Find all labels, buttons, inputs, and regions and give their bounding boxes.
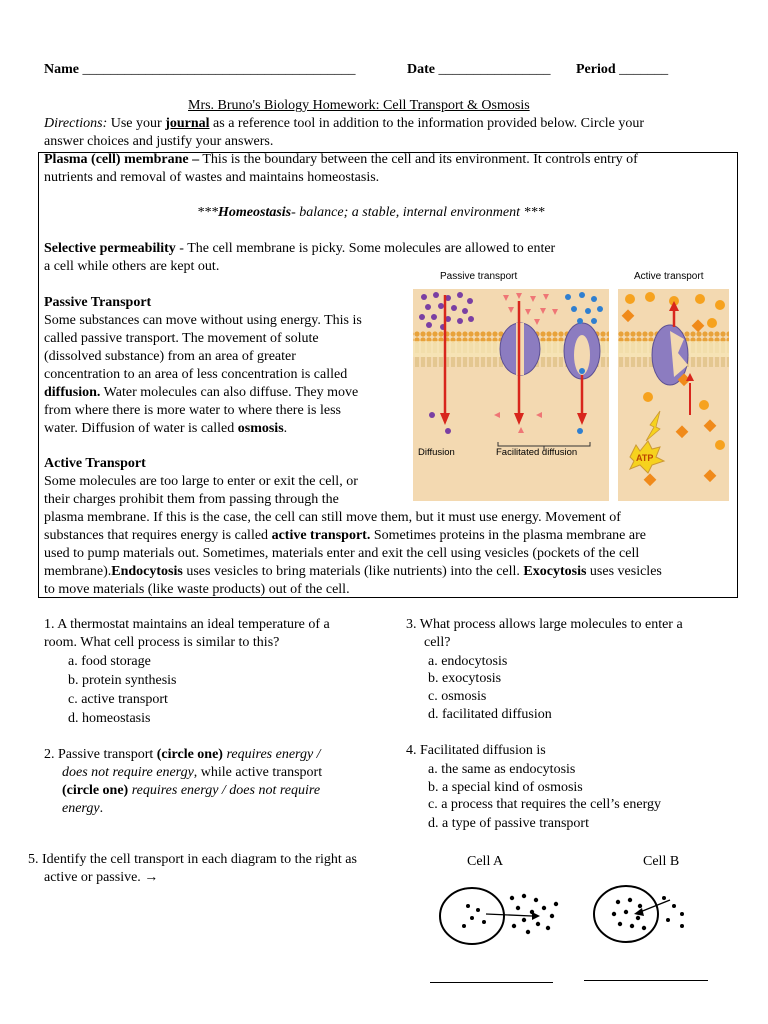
name-blank[interactable]: _______________________________________	[82, 62, 356, 77]
passive-line: Some substances can move without using energy. This is	[44, 313, 362, 328]
selective-line2: a cell while others are kept out.	[44, 259, 220, 274]
q2-line3: (circle one) requires energy / does not require	[62, 783, 321, 798]
q2-line2: does not require energy, while active transport	[62, 765, 323, 780]
passive-line6: from where there is more water to where there is less	[44, 403, 341, 418]
q1-option-d[interactable]: d. homeostasis	[68, 711, 151, 726]
passive-line7: water. Diffusion of water is called osmosis.	[44, 421, 288, 436]
q2-line1: 2. Passive transport (circle one) requires energy /	[44, 747, 321, 762]
passive-line: (dissolved substance) from an area of greater	[44, 349, 296, 364]
q4-option-d[interactable]: d. a type of passive transport	[428, 816, 589, 831]
passive-line5: diffusion. Water molecules can also diffuse. They move	[44, 385, 359, 400]
cell-a-diagram	[432, 880, 572, 952]
passive-line: called passive transport. The movement of solute	[44, 331, 319, 346]
cell-b-label: Cell B	[643, 854, 680, 869]
cell-b-answer-blank[interactable]	[584, 980, 708, 981]
q5-line2: active or passive. →	[44, 870, 159, 885]
active-heading: Active Transport	[44, 456, 146, 471]
active-line5: used to pump materials out. Sometimes, materials enter and exit the cell using vesicles (pockets of the cell	[44, 546, 640, 561]
q3-option-b[interactable]: b. exocytosis	[428, 671, 502, 686]
q5-line1: 5. Identify the cell transport in each diagram to the right as	[28, 852, 357, 867]
active-line1: Some molecules are too large to enter or exit the cell, or	[44, 474, 358, 489]
active-line3: plasma membrane. If this is the case, the cell can still move them, but it must use energy. Movement of	[44, 510, 621, 525]
q1-option-a[interactable]: a. food storage	[68, 654, 151, 669]
q3-option-a[interactable]: a. endocytosis	[428, 654, 508, 669]
active-line4: substances that requires energy is called active transport. Sometimes proteins in the plasma membrane are	[44, 528, 646, 543]
membrane-transport-figure	[408, 265, 734, 505]
q4-option-b[interactable]: b. a special kind of osmosis	[428, 780, 583, 795]
page-title: Mrs. Bruno's Biology Homework: Cell Transport & Osmosis	[188, 98, 530, 113]
q2-choice-3[interactable]: requires energy / does not require	[131, 783, 321, 798]
q1-line1: 1. A thermostat maintains an ideal temperature of a	[44, 617, 330, 632]
q1-option-b[interactable]: b. protein synthesis	[68, 673, 177, 688]
q1-option-c[interactable]: c. active transport	[68, 692, 168, 707]
active-transport-label: Active transport	[634, 271, 704, 282]
q1-line2: room. What cell process is similar to this?	[44, 635, 280, 650]
directions-line2: answer choices and justify your answers.	[44, 134, 274, 149]
name-label: Name _______________________________________	[44, 62, 356, 77]
period-blank[interactable]: _______	[619, 62, 669, 77]
q2-choice-2[interactable]: does not require energy	[62, 765, 194, 780]
period-label: Period _______	[576, 62, 669, 77]
q3-option-c[interactable]: c. osmosis	[428, 689, 487, 704]
cell-b-diagram	[588, 880, 698, 952]
q3-line2: cell?	[424, 635, 451, 650]
active-line6: membrane).Endocytosis uses vesicles to bring materials (like nutrients) into the cell. Exocytosis uses vesicles	[44, 564, 662, 579]
q2-choice-1[interactable]: requires energy /	[226, 747, 321, 762]
q4-option-a[interactable]: a. the same as endocytosis	[428, 762, 576, 777]
q3-line1: 3. What process allows large molecules to enter a	[406, 617, 683, 632]
passive-heading: Passive Transport	[44, 295, 152, 310]
membrane-line1: Plasma (cell) membrane – This is the boundary between the cell and its environment. It controls entry of	[44, 152, 638, 167]
date-label: Date ________________	[407, 62, 551, 77]
directions: Directions: Use your journal as a reference tool in addition to the information provided below. Circle your	[44, 116, 645, 131]
homeostasis-definition: ***Homeostasis- balance; a stable, internal environment ***	[197, 205, 545, 220]
atp-label: ATP	[636, 453, 654, 463]
passive-transport-label: Passive transport	[440, 271, 518, 282]
membrane-line2: nutrients and removal of wastes and maintains homeostasis.	[44, 170, 380, 185]
q2-line4: energy.	[62, 801, 104, 816]
facilitated-diffusion-label: Facilitated diffusion	[496, 447, 578, 458]
cell-a-answer-blank[interactable]	[430, 982, 553, 983]
date-blank[interactable]: ________________	[438, 62, 551, 77]
q3-option-d[interactable]: d. facilitated diffusion	[428, 707, 552, 722]
selective-line1: Selective permeability - The cell membrane is picky. Some molecules are allowed to enter	[44, 241, 556, 256]
q4-option-c[interactable]: c. a process that requires the cell’s energy	[428, 797, 661, 812]
diffusion-label: Diffusion	[418, 447, 455, 458]
active-line2: their charges prohibit them from passing through the	[44, 492, 339, 507]
active-line7: to move materials (like waste products) out of the cell.	[44, 582, 350, 597]
cell-a-label: Cell A	[467, 854, 504, 869]
passive-line: concentration to an area of less concentration is called	[44, 367, 348, 382]
q4-line1: 4. Facilitated diffusion is	[406, 743, 546, 758]
journal-word: journal	[165, 116, 210, 131]
